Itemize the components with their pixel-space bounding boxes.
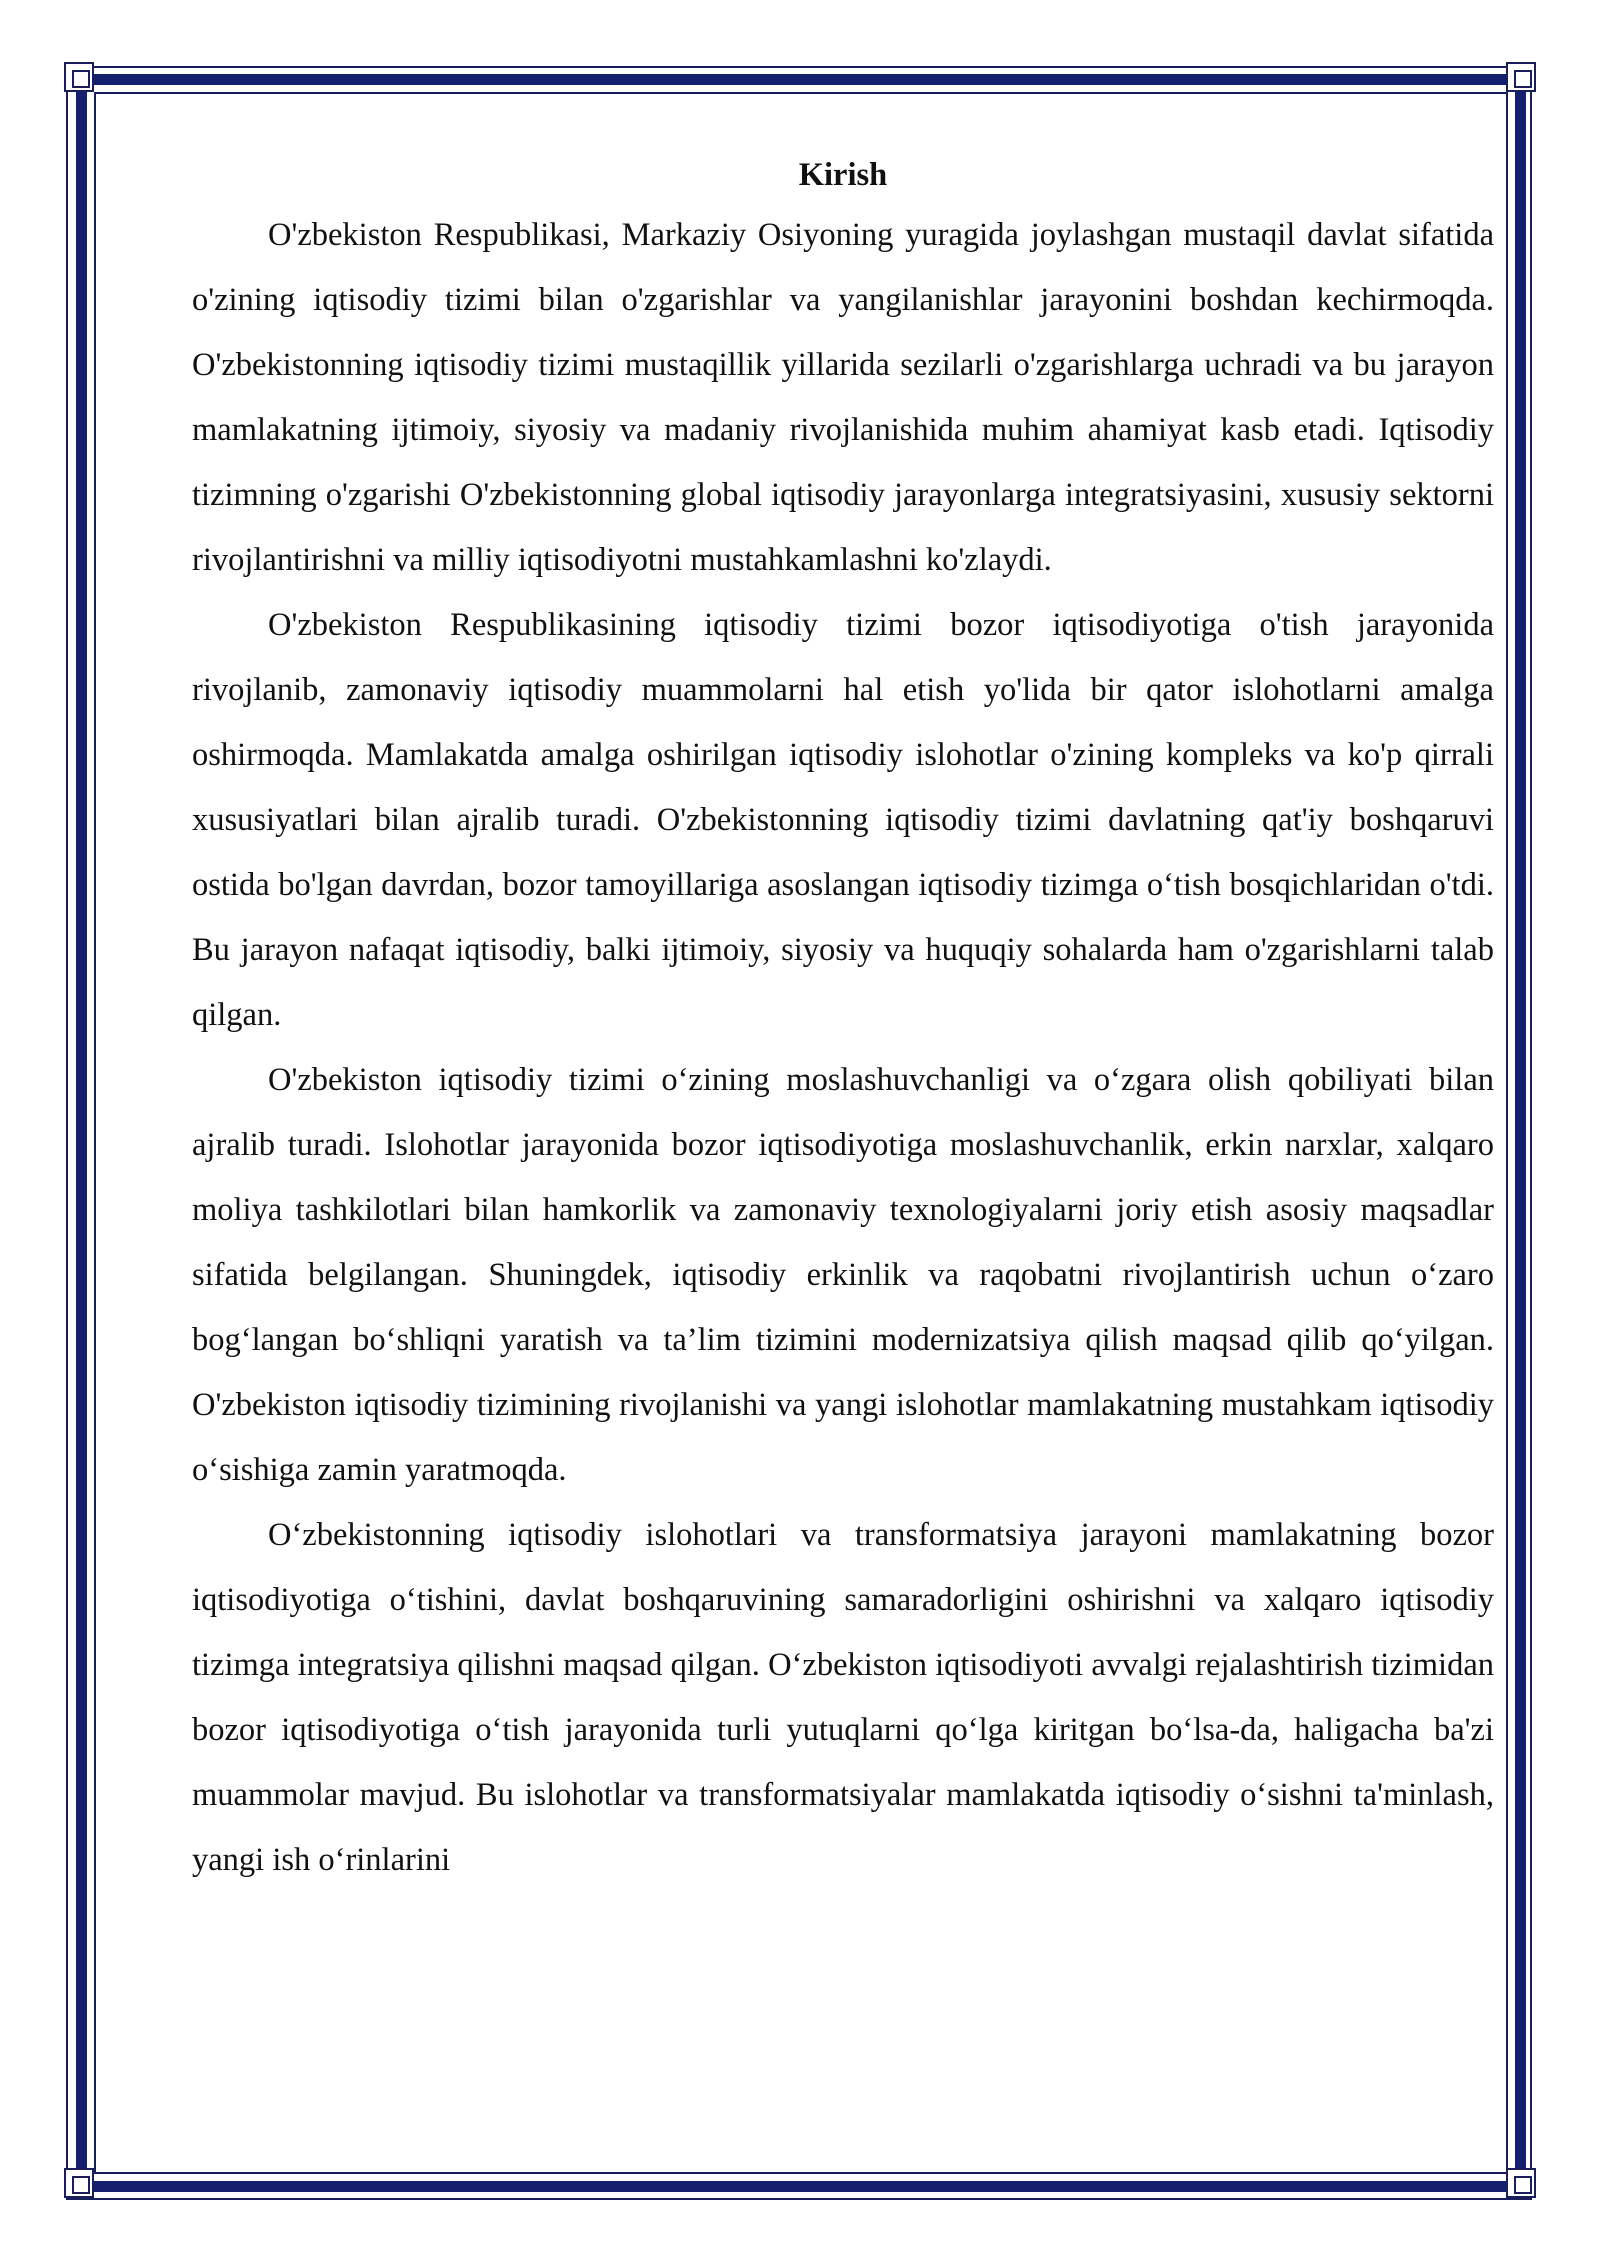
- paragraph: O'zbekiston Respublikasining iqtisodiy tizimi bozor iqtisodiyotiga o'tish jarayonida rivojlanib, zamonaviy iqtisodiy muammolarni hal etish yo'lida bir qator islohotlarni amalga oshirmoqda. Mamlakatda amalga oshirilgan iqtisodiy islohotlar o'zining kompleks va ko'p qirrali xususiyatlari bilan ajralib turadi. O'zbekistonning iqtisodiy tizimi davlatning qat'iy boshqaruvi ostida bo'lgan davrdan, bozor tamoyillariga asoslangan iqtisodiy tizimga o‘tish bosqichlaridan o'tdi. Bu jarayon nafaqat iqtisodiy, balki ijtimoiy, siyosiy va huquqiy sohalarda ham o'zgarishlarni talab qilgan.: [192, 607, 1494, 1033]
- paragraph: O'zbekiston iqtisodiy tizimi o‘zining moslashuvchanligi va o‘zgara olish qobiliyati bilan ajralib turadi. Islohotlar jarayonida bozor iqtisodiyotiga moslashuvchanlik, erkin narxlar, xalqaro moliya tashkilotlari bilan hamkorlik va zamonaviy texnologiyalarni joriy etish asosiy maqsadlar sifatida belgilangan. Shuningdek, iqtisodiy erkinlik va raqobatni rivojlantirish uchun o‘zaro bog‘langan bo‘shliqni yaratish va ta’lim tizimini modernizatsiya qilish maqsad qilib qo‘yilgan. O'zbekiston iqtisodiy tizimining rivojlanishi va yangi islohotlar mamlakatning mustahkam iqtisodiy o‘sishiga zamin yaratmoqda.: [192, 1062, 1494, 1488]
- border-corner-ornament: [64, 62, 94, 92]
- paragraph: O'zbekiston Respublikasi, Markaziy Osiyoning yuragida joylashgan mustaqil davlat sifatida o'zining iqtisodiy tizimi bilan o'zgarishlar va yangilanishlar jarayonini boshdan kechirmoqda. O'zbekistonning iqtisodiy tizimi mustaqillik yillarida sezilarli o'zgarishlarga uchradi va bu jarayon mamlakatning ijtimoiy, siyosiy va madaniy rivojlanishida muhim ahamiyat kasb etadi. Iqtisodiy tizimning o'zgarishi O'zbekistonning global iqtisodiy jarayonlarga integratsiyasini, xususiy sektorni rivojlantirishni va milliy iqtisodiyotni mustahkamlashni ko'zlaydi.: [192, 217, 1494, 578]
- document-body: [192, 148, 1494, 1893]
- section-title: Kirish: [798, 157, 888, 193]
- border-corner-ornament: [1506, 2168, 1536, 2198]
- border-corner-ornament: [64, 2168, 94, 2198]
- border-corner-ornament: [1506, 62, 1536, 92]
- paragraph: O‘zbekistonning iqtisodiy islohotlari va transformatsiya jarayoni mamlakatning bozor iqtisodiyotiga o‘tishini, davlat boshqaruvining samaradorligini oshirishni va xalqaro iqtisodiy tizimga integratsiya qilishni maqsad qilgan. O‘zbekiston iqtisodiyoti avvalgi rejalashtirish tizimidan bozor iqtisodiyotiga o‘tish jarayonida turli yutuqlarni qo‘lga kiritgan bo‘lsa-da, haligacha ba'zi muammolar mavjud. Bu islohotlar va transformatsiyalar mamlakatda iqtisodiy o‘sishni ta'minlash, yangi ish o‘rinlarini: [192, 1517, 1494, 1878]
